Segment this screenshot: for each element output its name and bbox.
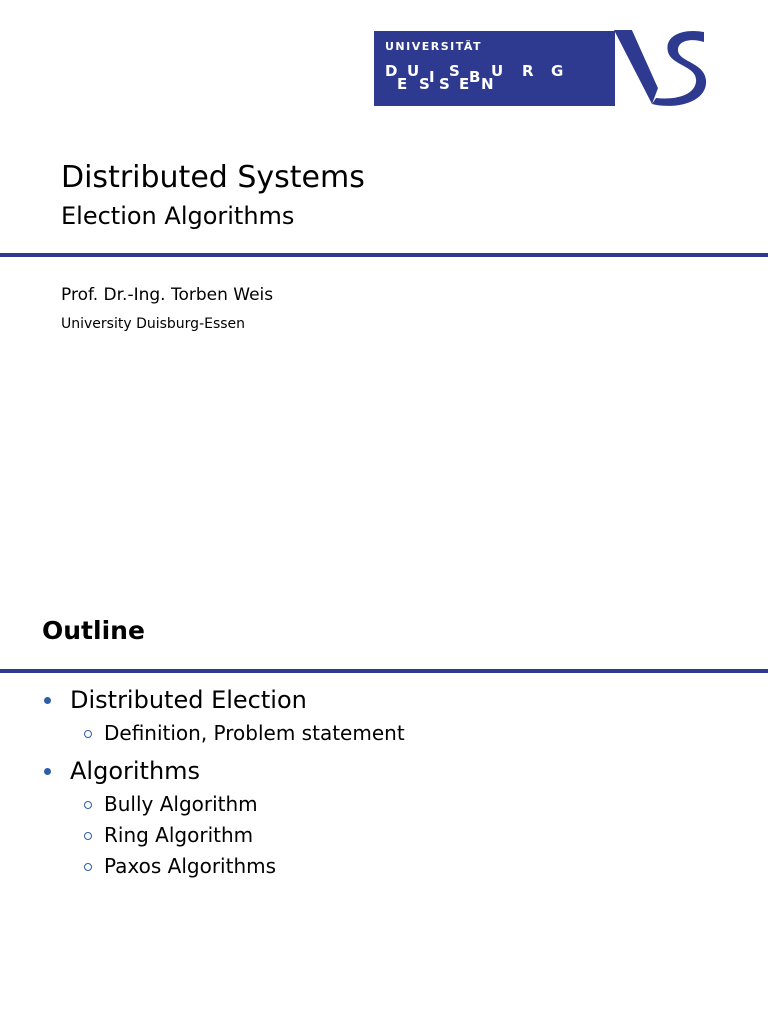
slide-title: Distributed Systems xyxy=(61,160,365,195)
logo-letter: S xyxy=(439,75,450,93)
logo-letter: N xyxy=(481,75,494,93)
sub-list-item xyxy=(40,820,740,851)
logo-letter: U xyxy=(491,62,504,80)
bullet-icon xyxy=(44,697,51,704)
logo-letter: S xyxy=(419,75,430,93)
outline-list xyxy=(40,682,740,882)
list-item-label: Algorithms xyxy=(70,757,201,785)
sub-list-item-label: Paxos Algorithms xyxy=(104,854,277,878)
outline-heading: Outline xyxy=(42,616,145,645)
author-name: Prof. Dr.-Ing. Torben Weis xyxy=(61,285,274,305)
outline-divider xyxy=(0,669,768,673)
list-item xyxy=(40,682,740,718)
sub-list-item-label: Bully Algorithm xyxy=(104,792,258,816)
logo-letter: S xyxy=(449,62,460,80)
sub-bullet-icon xyxy=(84,730,92,738)
logo-letter: D xyxy=(385,62,398,80)
logo-letter: E xyxy=(459,75,470,93)
title-divider xyxy=(0,253,768,257)
bullet-icon xyxy=(44,768,51,775)
slide-subtitle: Election Algorithms xyxy=(61,202,295,230)
sub-list-item-label: Ring Algorithm xyxy=(104,823,254,847)
list-item-label: Distributed Election xyxy=(70,686,307,714)
sub-list-item-label: Definition, Problem statement xyxy=(104,721,405,745)
list-item xyxy=(40,753,740,789)
logo-letter: B xyxy=(469,68,481,86)
logo-letter: U xyxy=(407,62,420,80)
logo-top-text: UNIVERSITÄT xyxy=(385,40,483,53)
sub-bullet-icon xyxy=(84,832,92,840)
university-logo xyxy=(374,31,615,106)
sub-list-item xyxy=(40,851,740,882)
logo-letter: E xyxy=(397,75,408,93)
sub-bullet-icon xyxy=(84,801,92,809)
sub-list-item xyxy=(40,718,740,749)
logo-letter: R xyxy=(522,62,534,80)
sub-bullet-icon xyxy=(84,863,92,871)
vs-logo-mark xyxy=(612,28,712,108)
sub-list-item xyxy=(40,789,740,820)
outline-slide xyxy=(0,512,768,1024)
logo-letter: I xyxy=(429,68,435,86)
logo-letter: G xyxy=(551,62,564,80)
author-affiliation: University Duisburg-Essen xyxy=(61,316,246,332)
